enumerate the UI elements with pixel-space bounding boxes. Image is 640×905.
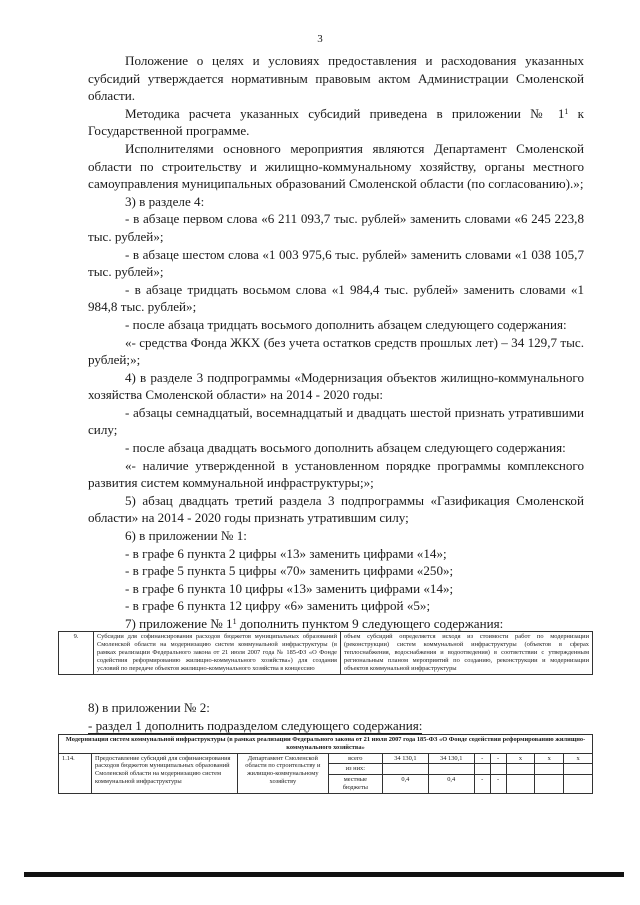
paragraph: [88, 105, 584, 140]
amount-year: 0,4: [428, 775, 474, 794]
paragraph-text: [125, 616, 503, 632]
subsidy-method-cell: объем субсидий определяется исходя из стоимости работ по модернизации (реконструкции) систем коммунальной инфраструктуры (объектов в сферах теплоснабжения, водоснабжения и водоотведения) в соответствии с утвержденным региональным планом мероприятий по созданию, реконструкции и модернизации объектов коммунальной инфраструктуры: [341, 632, 593, 675]
paragraph: Исполнителями основного мероприятия являются Департамент Смоленской области по строительству и жилищно-коммунальному хозяйству, органы местного самоуправления муниципальных образований Смоленской области (по согласованию).»;: [88, 140, 584, 192]
paragraph: [88, 615, 584, 633]
amount-total: [382, 764, 428, 775]
table-row: [59, 632, 593, 675]
superscript: 1: [232, 617, 237, 626]
row-number: 9.: [59, 632, 94, 675]
page-number: 3: [317, 33, 323, 45]
amount-total: 0,4: [382, 775, 428, 794]
paragraph-text-main: 7) приложение № 1: [125, 616, 233, 631]
subsidy-name-cell: Субсидии для софинансирования расходов бюджетов муниципальных образований Смоленской области на модернизацию систем коммунальной инфраструктуры (в рамках реализации Федерального закона от 21 июля 2007 года № 185-ФЗ «О Фонде содействия реформированию жилищно-коммунального хозяйства») для создания условий по передаче объектов жилищно-коммунального хозяйства в концессию: [94, 632, 341, 675]
paragraph: 8) в приложении № 2:: [88, 700, 210, 715]
paragraph-text: Методика расчета указанных субсидий приведена в приложении № 1: [125, 105, 565, 121]
amount-total: 34 130,1: [382, 753, 428, 764]
table-header: Модернизация систем коммунальной инфраструктуры (в рамках реализации Федерального закона от 21 июля 2007 года 185-ФЗ «О Фонде содействия реформированию жилищно-коммунального хозяйства»: [59, 735, 593, 754]
indicator-cell: х: [506, 753, 535, 764]
row-number: 1.14.: [59, 753, 92, 793]
amount-cell: -: [474, 775, 490, 794]
paragraph: 6) в приложении № 1:: [125, 528, 247, 544]
executor: Департамент Смоленской области по строительству и жилищно-коммунальному хозяйству: [238, 753, 329, 793]
appendix-1-table: [58, 631, 593, 675]
indicator-cell: [506, 764, 535, 775]
indicator-cell: [535, 775, 564, 794]
indicator-cell: [564, 775, 593, 794]
funding-source: из них:: [328, 764, 382, 775]
paragraph-text: - раздел 1 дополнить подразделом следующего содержания:: [88, 718, 423, 733]
paragraph: 5) абзац двадцать третий раздела 3 подпрограммы «Газификация Смоленской области» на 2014 - 2020 годы признать утратившим силу;: [88, 492, 584, 526]
amount-cell: -: [490, 775, 506, 794]
paragraph: - в графе 6 пункта 10 цифры «13» заменить цифрами «14»;: [125, 580, 454, 596]
amount-cell: [490, 764, 506, 775]
paragraph: - в графе 5 пункта 5 цифры «70» заменить цифрами «250»;: [125, 563, 454, 579]
amount-cell: [474, 764, 490, 775]
indicator-cell: [564, 764, 593, 775]
table-header-row: [59, 735, 593, 754]
table-row: [59, 753, 593, 764]
funding-source: всего: [328, 753, 382, 764]
indicator-cell: х: [535, 753, 564, 764]
paragraph: - после абзаца двадцать восьмого дополнить абзацем следующего содержания:: [125, 440, 566, 456]
paragraph: 4) в разделе 3 подпрограммы «Модернизация объектов жилищно-коммунального хозяйства Смоленской области» на 2014 - 2020 годы:: [88, 369, 584, 403]
superscript: 1: [564, 106, 569, 116]
paragraph: 3) в разделе 4:: [125, 193, 205, 209]
paragraph: - в абзаце тридцать восьмом слова «1 984,4 тыс. рублей» заменить словами «1 984,8 тыс. рублей»;: [88, 281, 584, 315]
paragraph: - в графе 6 пункта 2 цифры «13» заменить цифрами «14»;: [125, 545, 447, 561]
paragraph-tail: к Государственной программе.: [88, 105, 584, 139]
indicator-cell: [506, 775, 535, 794]
paragraph: - в абзаце шестом слова «1 003 975,6 тыс. рублей» заменить словами «1 038 105,7 тыс. рублей»;: [88, 246, 584, 280]
document-body: [88, 52, 584, 633]
appendix-2-table: [58, 734, 593, 794]
amount-year: [428, 764, 474, 775]
paragraph: - после абзаца тридцать восьмого дополнить абзацем следующего содержания:: [125, 316, 567, 332]
indicator-cell: х: [564, 753, 593, 764]
paragraph: «- средства Фонда ЖКХ (без учета остатков средств прошлых лет) – 34 129,7 тыс. рублей;»;: [88, 334, 584, 368]
amount-cell: -: [474, 753, 490, 764]
funding-source: местные бюджеты: [328, 775, 382, 794]
measure-name: Предоставление субсидий для софинансирования расходов бюджетов муниципальных образований Смоленской области на модернизацию систем коммунальной инфраструктуры: [92, 753, 238, 793]
amount-year: 34 130,1: [428, 753, 474, 764]
paragraph: - в графе 6 пункта 12 цифру «6» заменить цифрой «5»;: [125, 598, 431, 614]
paragraph: «- наличие утвержденной в установленном порядке программы комплексного развития систем коммунальной инфраструктуры;»;: [88, 457, 584, 491]
indicator-cell: [535, 764, 564, 775]
paragraph: [88, 717, 422, 734]
amount-cell: -: [490, 753, 506, 764]
paragraph: Положение о целях и условиях предоставления и расходования указанных субсидий утверждается нормативным правовым актом Администрации Смоленской области.: [88, 53, 584, 104]
scan-edge-bar: [24, 872, 624, 877]
paragraph-tail: дополнить пунктом 9 следующего содержания:: [239, 616, 504, 631]
paragraph: - в абзаце первом слова «6 211 093,7 тыс. рублей» заменить словами «6 245 223,8 тыс. рублей»;: [88, 211, 584, 244]
paragraph: - абзацы семнадцатый, восемнадцатый и двадцать шестой признать утратившими силу;: [88, 404, 584, 438]
